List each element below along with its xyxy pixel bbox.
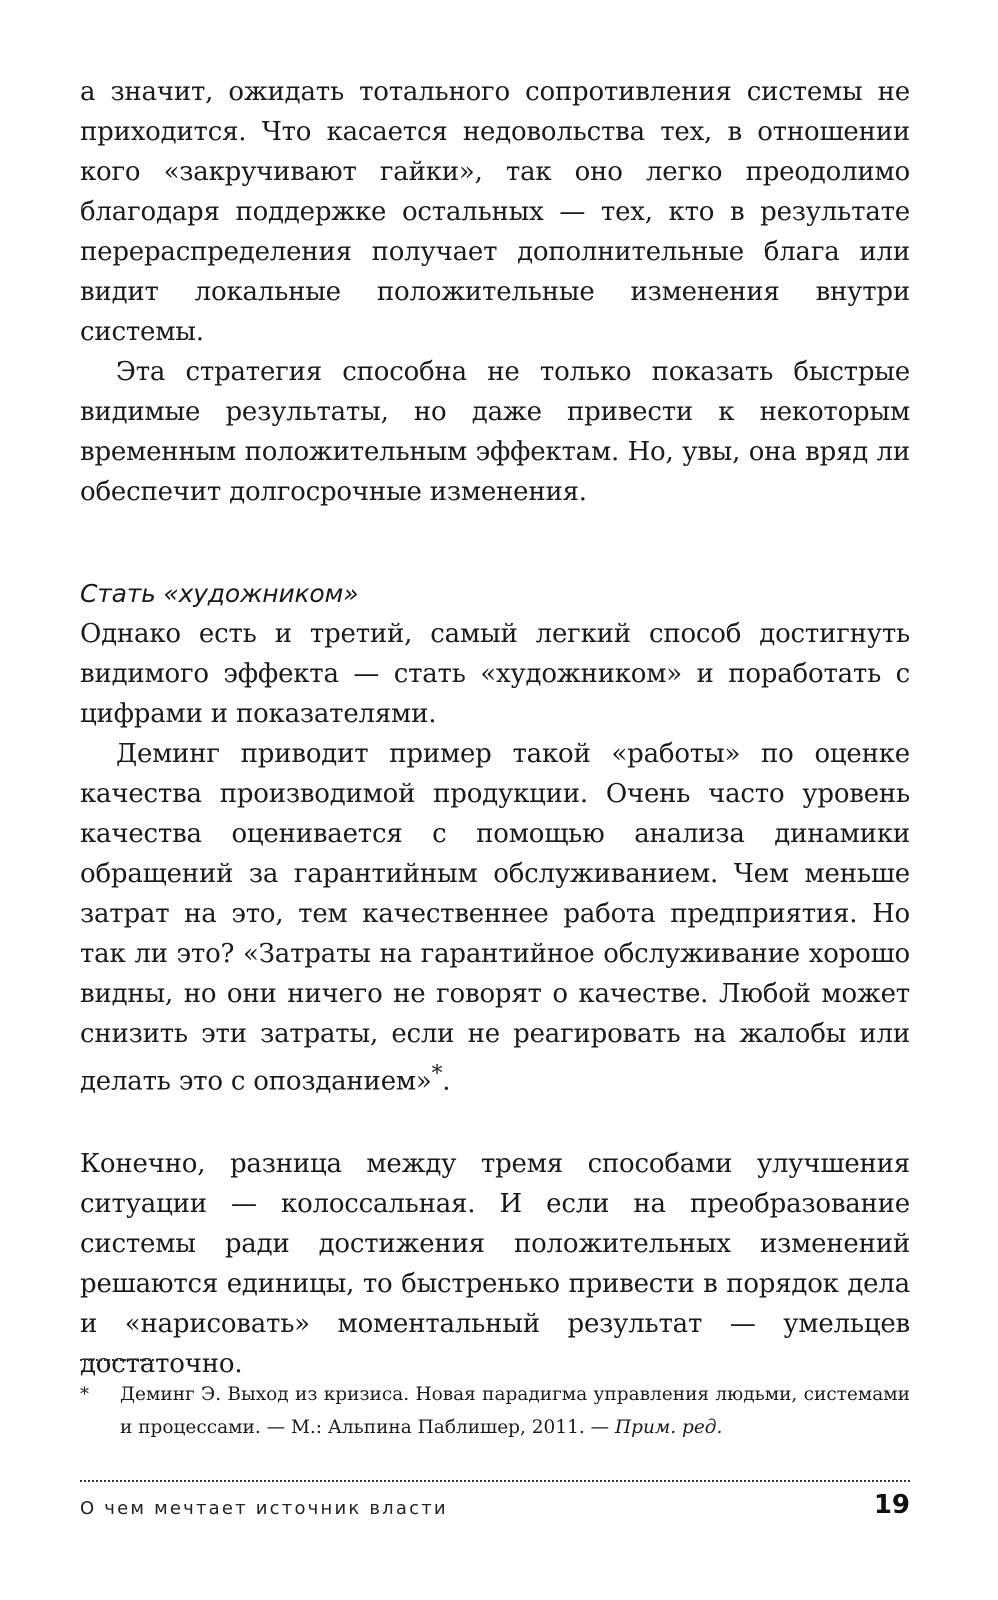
page-number: 19 xyxy=(873,1490,910,1520)
paragraph-2: Эта стратегия способна не только показать быстрые видимые результаты, но даже привести к некоторым временным положительным эффектам. Но, увы, она вряд ли обеспечит долгосрочные изменения. xyxy=(80,357,910,507)
paragraph-5: Конечно, разница между тремя способами улучшения ситуации — колоссальная. И если на преобразование системы ради достижения положительных изменений решаются единицы, то быстренько привести в порядок дела и «нарисовать» моментальный результат — умельцев достаточно. xyxy=(80,1148,910,1379)
paragraph-4 xyxy=(80,734,910,1102)
paragraph-4-text: Деминг приводит пример такой «работы» по оценке качества производимой продукции. Очень часто уровень качества оценивается с помощью анализа динамики обращений за гарантийным обслуживанием. Чем меньше затрат на это, тем качественнее работа предприятия. Но так ли это? «Затраты на гарантийное обслуживание хорошо видны, но они ничего не говорят о качестве. Любой может снизить эти затраты, если не реагировать на жалобы или делать это с опозданием» xyxy=(80,739,910,1097)
footer-rule xyxy=(80,1480,910,1482)
running-title: О чем мечтает источник власти xyxy=(80,1498,448,1519)
footnote-text-wrap xyxy=(120,1378,910,1444)
paragraph-3: Однако есть и третий, самый легкий способ достигнуть видимого эффекта — стать «художником» и поработать с цифрами и показателями. xyxy=(80,619,910,729)
paragraph-4-end: . xyxy=(442,1066,451,1097)
footnote-reference: * xyxy=(431,1061,443,1086)
footnote-editor-note: Прим. ред. xyxy=(615,1417,723,1438)
paragraph-1: а значит, ожидать тотального сопротивления системы не приходится. Что касается недовольства тех, в отношении кого «закручивают гайки», так оно легко преодолимо благодаря поддержке остальных — тех, кто в результате перераспределения получает дополнительные блага или видит локальные положительные изменения внутри системы. xyxy=(80,77,910,347)
page-body xyxy=(80,72,910,1384)
footnote-separator xyxy=(80,1359,158,1361)
section-spacer xyxy=(80,512,910,574)
paragraph-spacer xyxy=(80,1102,910,1144)
footnote xyxy=(80,1378,910,1444)
footnote-text: Деминг Э. Выход из кризиса. Новая парадигма управления людьми, системами и процессами. — М.: Альпина Паблишер, 2011. — xyxy=(120,1384,910,1438)
footnote-marker: * xyxy=(80,1384,89,1405)
section-title: Стать «художником» xyxy=(80,579,359,608)
